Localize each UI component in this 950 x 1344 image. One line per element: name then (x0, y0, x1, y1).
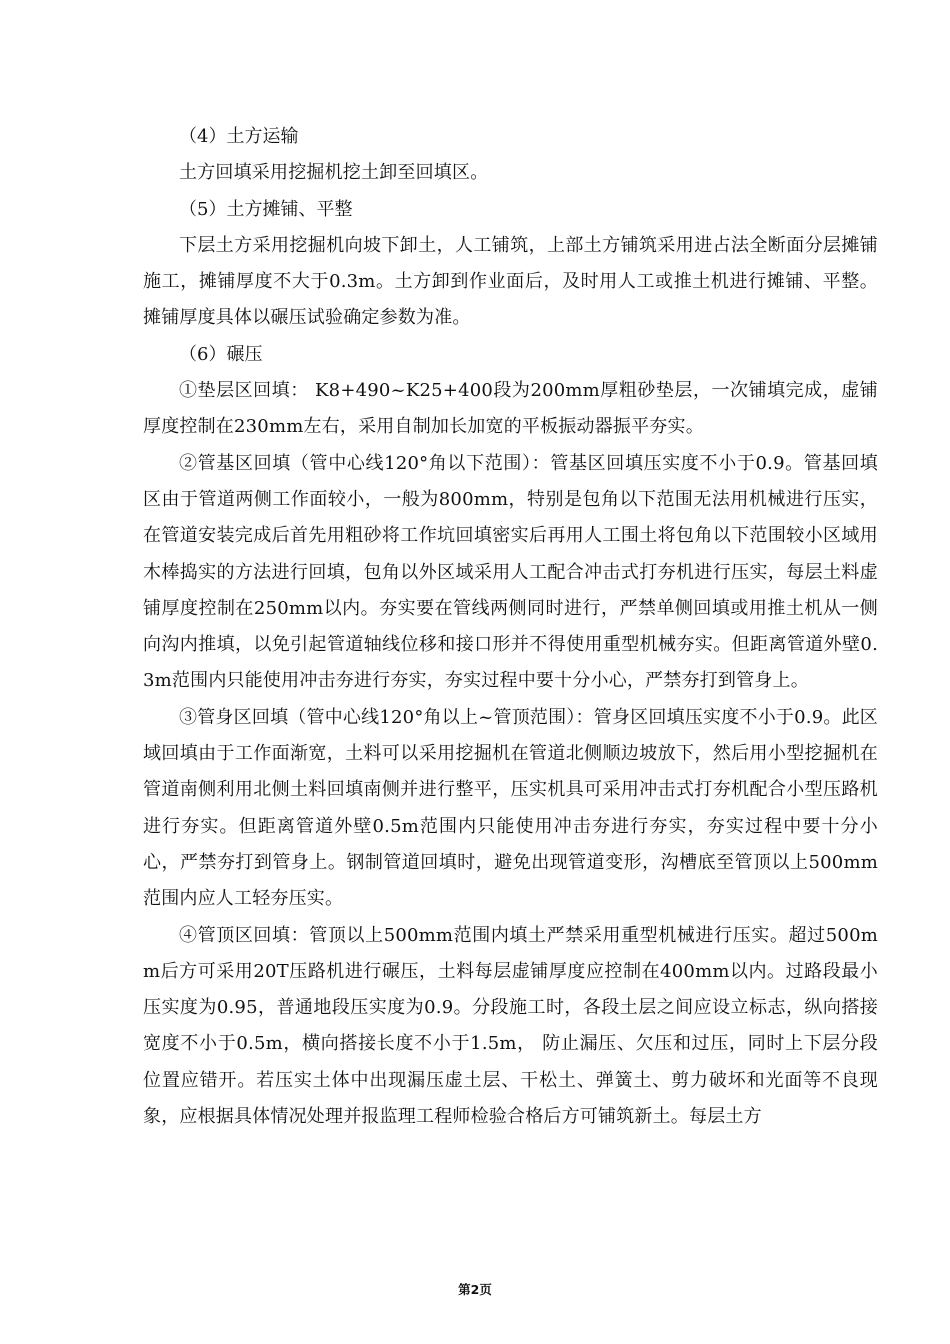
paragraph-cushion-zone: ①垫层区回填： K8+490~K25+400段为200mm厚粗砂垫层，一次铺填完成，虚铺厚度控制在230mm左右，采用自制加长加宽的平板振动器振平夯实。 (143, 380, 878, 438)
paragraph-pipe-body-zone: ③管身区回填（管中心线120°角以上~管顶范围）：管身区回填压实度不小于0.9。此区域回填由于工作面渐宽，土料可以采用挖掘机在管道北侧顺边坡放下，然后用小型挖掘机在管道南侧利用北侧土料回填南侧并进行整平，压实机具可采用冲击式打夯机配合小型压路机进行夯实。但距离管道外壁0.5m范围内只能使用冲击夯进行夯实，夯实过程中要十分小心，严禁夯打到管身上。钢制管道回填时，避免出现管道变形，沟槽底至管顶以上500mm范围内应人工轻夯压实。 (143, 706, 878, 910)
paragraph-pipe-base-zone: ②管基区回填（管中心线120°角以下范围）：管基区回填压实度不小于0.9。管基回填区由于管道两侧工作面较小，一般为800mm，特别是包角以下范围无法用机械进行压实，在管道安装完成后首先用粗砂将工作坑回填密实后再用人工围土将包角以下范围较小区域用木棒捣实的方法进行回填，包角以外区域采用人工配合冲击式打夯机进行压实，每层土料虚铺厚度控制在250mm以内。夯实要在管线两侧同时进行，严禁单侧回填或用推土机从一侧向沟内推填，以免引起管道轴线位移和接口形并不得使用重型机械夯实。但距离管道外壁0.3m范围内只能使用冲击夯进行夯实，夯实过程中要十分小心，严禁夯打到管身上。 (143, 452, 878, 692)
document-body (143, 119, 878, 1135)
heading-earthwork-transport: （4）土方运输 (179, 126, 299, 147)
heading-compaction: （6）碾压 (179, 343, 263, 365)
paragraph-spreading: 下层土方采用挖掘机向坡下卸土，人工铺筑，上部土方铺筑采用进占法全断面分层摊铺施工，摊铺厚度不大于0.3m。土方卸到作业面后，及时用人工或推土机进行摊铺、平整。摊铺厚度具体以碾压试验确定参数为准。 (143, 234, 878, 329)
page-number: 第2页 (458, 1282, 492, 1297)
heading-spreading-leveling: （5）土方摊铺、平整 (179, 198, 353, 220)
paragraph-pipe-top-zone: ④管顶区回填：管顶以上500mm范围内填土严禁采用重型机械进行压实。超过500mm后方可采用20T压路机进行碾压，土料每层虚铺厚度应控制在400mm以内。过路段最小压实度为0.95，普通地段压实度为0.9。分段施工时，各段土层之间应设立标志，纵向搭接宽度不小于0.5m，横向搭接长度不小于1.5m， 防止漏压、欠压和过压，同时上下层分段位置应错开。若压实土体中出现漏压虚土层、干松土、弹簧土、剪力破坏和光面等不良现象，应根据具体情况处理并报监理工程师检验合格后方可铺筑新土。每层土方 (143, 924, 878, 1128)
paragraph-transport: 土方回填采用挖掘机挖土卸至回填区。 (179, 162, 489, 184)
